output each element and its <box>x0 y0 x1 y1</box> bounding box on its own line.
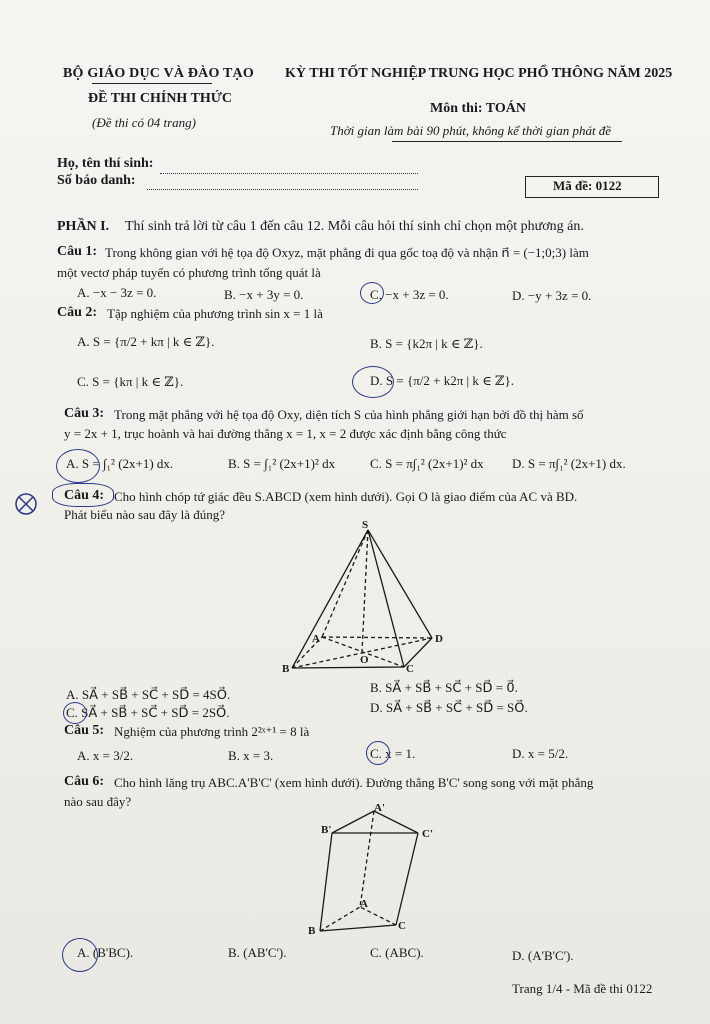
q6-text: Cho hình lăng trụ ABC.A'B'C' (xem hình dưới). Đường thẳng B'C' song song với mặt phẳng <box>114 775 594 790</box>
q4-text: Cho hình chóp tứ giác đều S.ABCD (xem hình dưới). Gọi O là giao điểm của AC và BD. <box>114 489 578 504</box>
q1-option-a[interactable]: A. −x − 3z = 0. <box>77 285 157 300</box>
pages-note: (Đề thi có 04 trang) <box>92 115 196 130</box>
time-note: Thời gian làm bài 90 phút, không kể thời gian phát đề <box>330 123 612 138</box>
q1-label: Câu 1: <box>57 244 98 259</box>
candidate-id-label: Số báo danh: <box>57 173 136 188</box>
prism-label-b: B <box>308 925 316 937</box>
q6-option-d[interactable]: D. (A'B'C'). <box>512 948 574 963</box>
prism-label-c: C <box>398 920 406 932</box>
q1-option-b[interactable]: B. −x + 3y = 0. <box>224 287 304 302</box>
page-footer: Trang 1/4 - Mã đề thi 0122 <box>512 981 653 996</box>
q4-option-c[interactable]: C. SA⃗ + SB⃗ + SC⃗ + SD⃗ = 2SO⃗. <box>66 705 230 720</box>
q6-option-b[interactable]: B. (AB'C'). <box>228 945 287 960</box>
q3-option-b[interactable]: B. S = ∫₁² (2x+1)² dx <box>228 456 336 471</box>
pyramid-label-a: A <box>312 633 320 645</box>
pyramid-figure <box>282 520 452 680</box>
q4-label: Câu 4: <box>64 488 105 503</box>
pyramid-label-s: S <box>362 520 369 531</box>
q6-answer-mark <box>62 938 98 972</box>
ministry-underline <box>92 83 212 84</box>
q6-label: Câu 6: <box>64 774 105 789</box>
q1-text-cont: một vectơ pháp tuyến có phương trình tổng quát là <box>57 265 321 280</box>
prism-label-b-prime: B' <box>321 824 332 836</box>
q4-text-cont: Phát biểu nào sau đây là đúng? <box>64 507 226 522</box>
candidate-name-label: Họ, tên thí sinh: <box>57 156 154 171</box>
exam-title: KỲ THI TỐT NGHIỆP TRUNG HỌC PHỔ THÔNG NĂM 2025 <box>285 66 673 81</box>
q2-answer-mark <box>352 366 394 398</box>
prism-figure <box>296 803 446 943</box>
q3-label: Câu 3: <box>64 406 105 421</box>
q6-option-a[interactable]: A. (B'BC). <box>77 945 134 960</box>
q6-text-cont: nào sau đây? <box>64 794 132 809</box>
q6-option-c[interactable]: C. (ABC). <box>370 945 424 960</box>
q3-text: Trong mặt phẳng với hệ tọa độ Oxy, diện tích S của hình phẳng giới hạn bởi đồ thị hàm số <box>114 407 584 422</box>
q5-option-c[interactable]: C. x = 1. <box>370 746 416 761</box>
candidate-id-field[interactable] <box>147 189 418 190</box>
q5-label: Câu 5: <box>64 723 105 738</box>
q1-option-d[interactable]: D. −y + 3z = 0. <box>512 288 592 303</box>
pen-crossed-circle-icon <box>14 492 38 521</box>
prism-label-a-prime: A' <box>374 803 385 814</box>
q4-option-d[interactable]: D. SA⃗ + SB⃗ + SC⃗ + SD⃗ = SO⃗. <box>370 700 528 715</box>
exam-code: Mã đề: 0122 <box>553 178 622 193</box>
subject-label: Môn thi: TOÁN <box>430 101 526 116</box>
q1-option-c[interactable]: C. −x + 3z = 0. <box>370 287 449 302</box>
q5-option-a[interactable]: A. x = 3/2. <box>77 748 134 763</box>
candidate-name-field[interactable] <box>160 173 418 174</box>
q5-option-b[interactable]: B. x = 3. <box>228 748 274 763</box>
part1-instruction: Thí sinh trả lời từ câu 1 đến câu 12. Mỗi câu hỏi thí sinh chỉ chọn một phương án. <box>125 219 584 234</box>
q1-answer-mark <box>360 282 384 304</box>
q4-answer-mark <box>63 702 87 724</box>
q2-option-c[interactable]: C. S = {kπ | k ∈ ℤ}. <box>77 374 184 389</box>
q5-answer-mark <box>366 741 390 765</box>
part1-title: PHẦN I. <box>57 219 110 234</box>
q2-option-b[interactable]: B. S = {k2π | k ∈ ℤ}. <box>370 336 483 351</box>
q5-option-d[interactable]: D. x = 5/2. <box>512 746 569 761</box>
q3-option-d[interactable]: D. S = π∫₁² (2x+1) dx. <box>512 456 626 471</box>
ministry-title: BỘ GIÁO DỤC VÀ ĐÀO TẠO <box>63 66 254 81</box>
q2-text: Tập nghiệm của phương trình sin x = 1 là <box>107 306 323 321</box>
q2-option-a[interactable]: A. S = {π/2 + kπ | k ∈ ℤ}. <box>77 334 215 349</box>
q3-option-c[interactable]: C. S = π∫₁² (2x+1)² dx <box>370 456 484 471</box>
prism-label-c-prime: C' <box>422 828 433 840</box>
time-underline <box>392 141 622 142</box>
q5-text: Nghiệm của phương trình 2²ˣ⁺¹ = 8 là <box>114 724 310 739</box>
pyramid-label-d: D <box>435 633 443 645</box>
q4-option-b[interactable]: B. SA⃗ + SB⃗ + SC⃗ + SD⃗ = 0⃗. <box>370 680 518 695</box>
q4-option-a[interactable]: A. SA⃗ + SB⃗ + SC⃗ + SD⃗ = 4SO⃗. <box>66 687 231 702</box>
q2-option-d[interactable]: D. S = {π/2 + k2π | k ∈ ℤ}. <box>370 373 514 388</box>
pyramid-label-c: C <box>406 663 414 675</box>
prism-label-a: A <box>360 898 368 910</box>
pyramid-label-o: O <box>360 654 369 666</box>
pyramid-label-b: B <box>282 663 290 675</box>
q1-text: Trong không gian với hệ tọa độ Oxyz, mặt phẳng đi qua gốc toạ độ và nhận n⃗ = (−1;0;3) làm <box>105 245 589 260</box>
official-label: ĐỀ THI CHÍNH THỨC <box>88 91 233 106</box>
q3-option-a[interactable]: A. S = ∫₁² (2x+1) dx. <box>66 456 174 471</box>
q3-text-cont: y = 2x + 1, trục hoành và hai đường thẳng x = 1, x = 2 được xác định bằng công thức <box>64 426 507 441</box>
q3-answer-mark <box>56 449 100 483</box>
q2-label: Câu 2: <box>57 305 98 320</box>
